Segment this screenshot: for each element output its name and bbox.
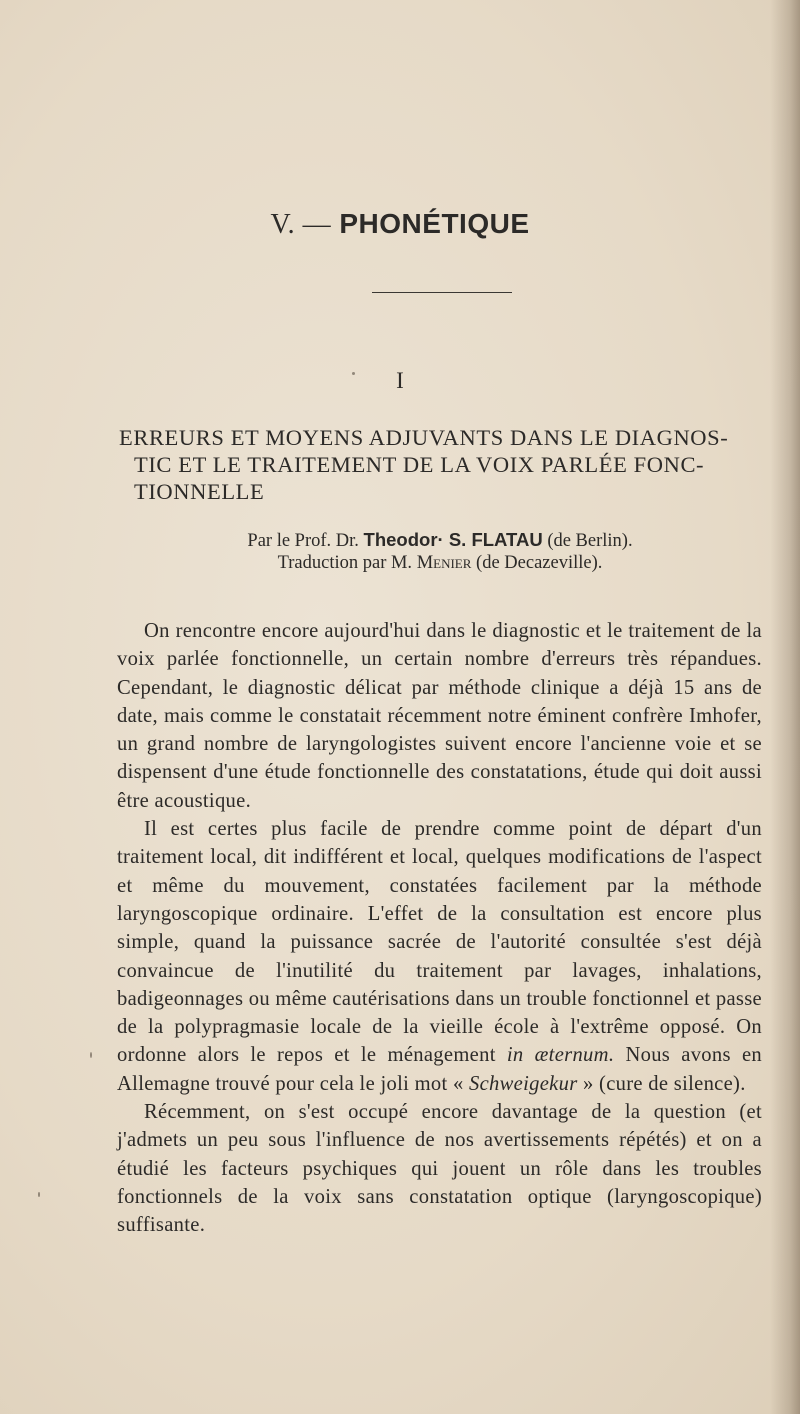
byline: [0, 529, 800, 574]
paragraph-2-part-1: Il est certes plus facile de prendre comme point de départ d'un traitement local, dit indifférent et local, quelques modifications de l'aspect et même du mouvement, constatées facilement par la méthode laryngoscopique ordinaire. L'effet de la consultation est encore plus simple, quand la puissance sacrée de l'autorité consultée s'est déjà convaincue de l'inutilité du traitement par lavages, inhalations, badigeonnages ou même cautérisations dans un trouble fonctionnel et passe de la polypragmasie locale de la vieille école à l'extrême opposé. On ordonne alors le repos et le ménagement: [117, 818, 762, 1067]
article-title-line-2: TIC ET LE TRAITEMENT DE LA VOIX PARLÉE FONC-: [134, 452, 705, 477]
translator-prefix: Traduction par M.: [277, 553, 413, 573]
paper-speck: [90, 1052, 92, 1058]
section-number: V. —: [270, 209, 332, 240]
author-name: Theodor· S. FLATAU: [363, 529, 543, 550]
article-title-line-3: TIONNELLE: [134, 479, 265, 504]
paragraph-2: [117, 815, 762, 1098]
paper-speck: [352, 372, 355, 375]
translator-name: Menier: [416, 553, 472, 573]
author-line: [0, 529, 800, 552]
paragraph-2-italic-2: Schweigekur: [469, 1072, 578, 1095]
paragraph-3: Récemment, on s'est occupé encore davantage de la question (et j'admets un peu sous l'influence de nos avertissements répétés) et on a étudié les facteurs psychiques qui jouent un rôle dans les troubles fonctionnels de la voix sans constatation optique (laryngoscopique) suffisante.: [117, 1101, 762, 1237]
paragraph-1: On rencontre encore aujourd'hui dans le diagnostic et le traitement de la voix parlée fonctionnelle, un certain nombre d'erreurs très répandues. Cependant, le diagnostic délicat par méthode clinique a déjà 15 ans de date, mais comme le constatait récemment notre éminent confrère Imhofer, un grand nombre de laryngologistes suivent encore l'ancienne voie et se dispensent d'une étude fonctionnelle des constatations, étude qui doit aussi être acoustique.: [117, 620, 762, 812]
section-heading: [0, 208, 800, 241]
article-number: I: [396, 368, 404, 393]
author-suffix: (de Berlin).: [547, 531, 633, 551]
paragraph-2-italic-1: in æternum.: [506, 1044, 615, 1067]
article-title: [119, 424, 779, 505]
article-title-line-1: ERREURS ET MOYENS ADJUVANTS DANS LE DIAGNOS-: [119, 425, 729, 450]
translator-line: [0, 552, 800, 574]
paragraph-2-part-2: Nous avons en Allemagne trouvé pour cela le joli mot «: [117, 1044, 762, 1095]
author-prefix: Par le Prof. Dr.: [247, 531, 359, 551]
translator-suffix: (de Decazeville).: [476, 553, 603, 573]
paragraph-2-part-3: » (cure de silence).: [583, 1072, 746, 1095]
section-title: PHONÉTIQUE: [339, 208, 530, 239]
paper-speck: [38, 1192, 40, 1197]
article-body: [117, 617, 762, 1240]
heading-divider: [372, 292, 512, 293]
